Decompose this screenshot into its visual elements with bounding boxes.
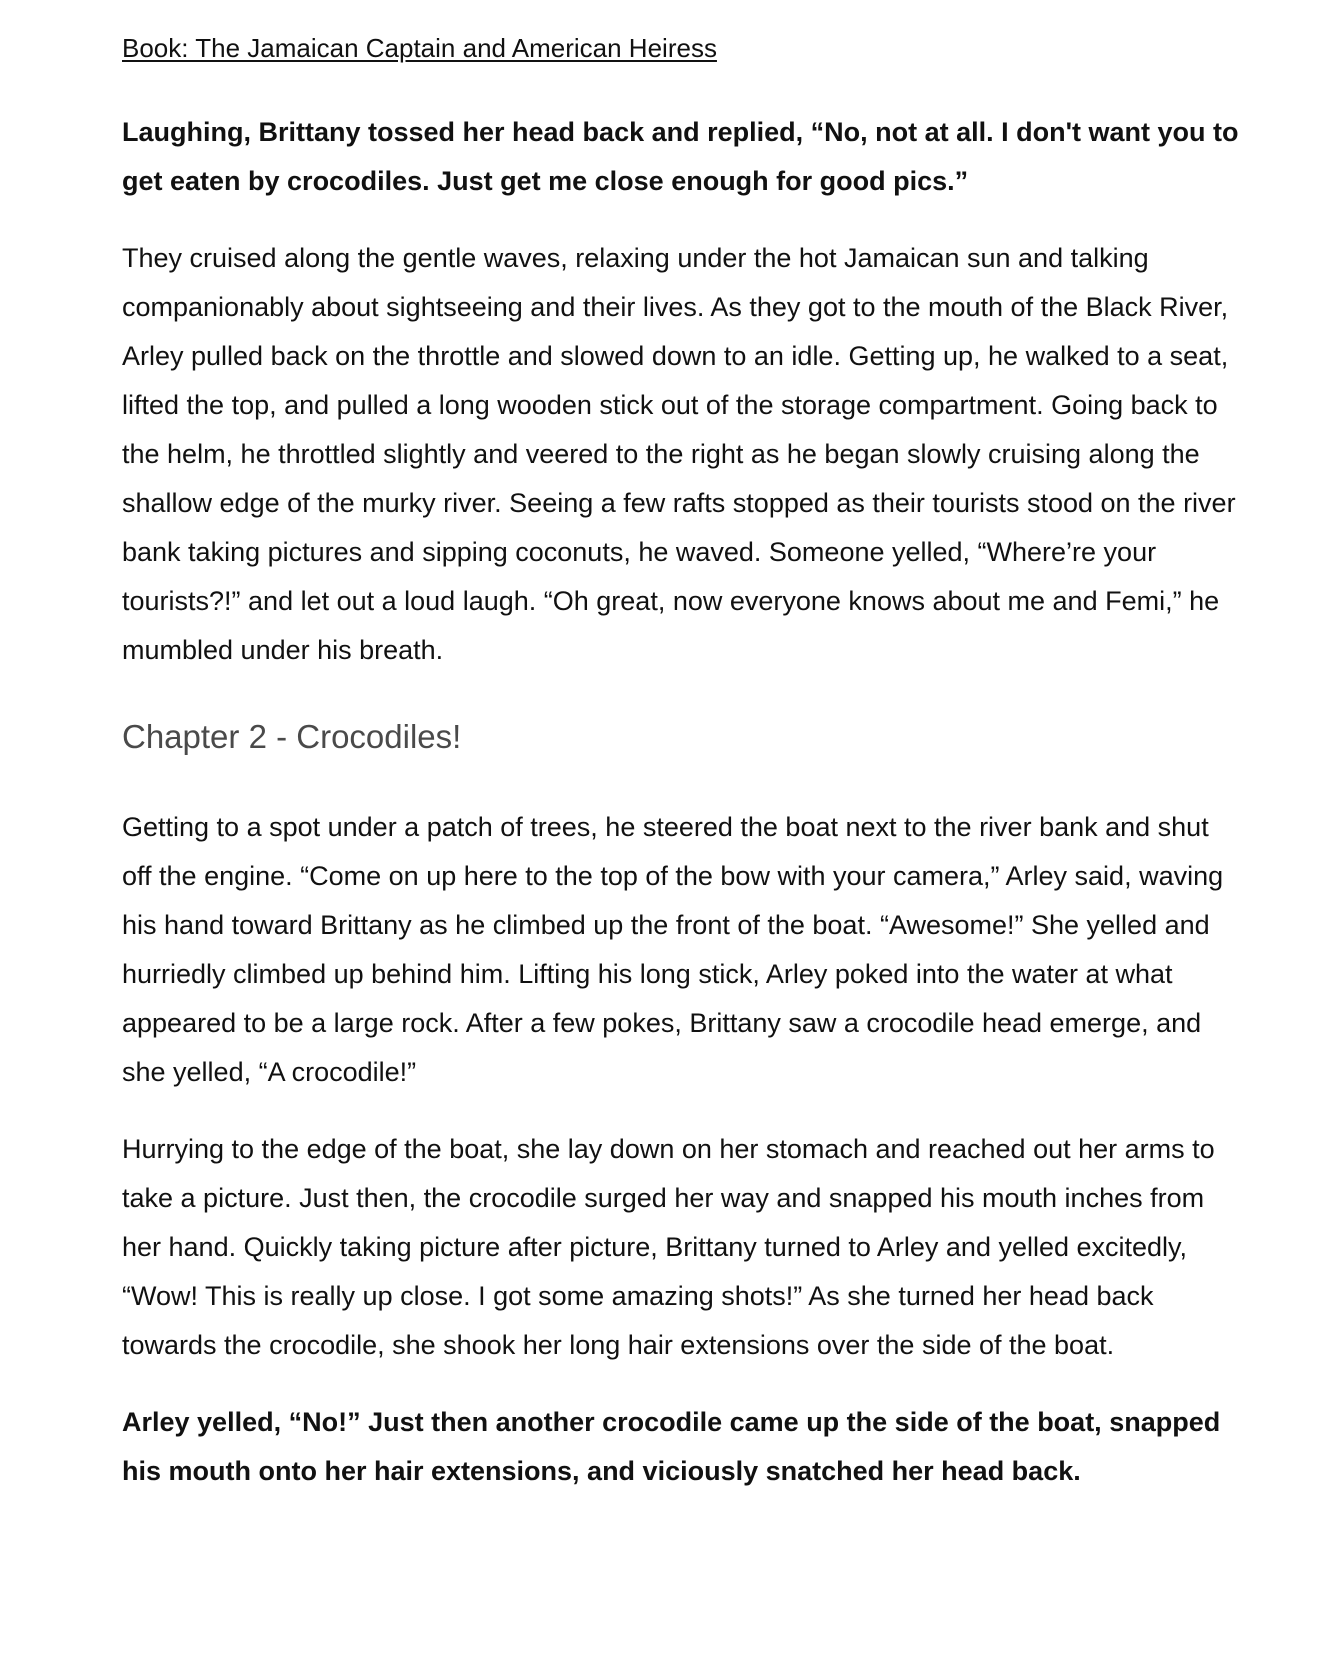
document-body xyxy=(122,28,1242,1524)
paragraph-cruising-black-river: They cruised along the gentle waves, relaxing under the hot Jamaican sun and talking companionably about sightseeing and their lives. As they got to the mouth of the Black River, Arley pulled back on the throttle and slowed down to an idle. Getting up, he walked to a seat, lifted the top, and pulled a long wooden stick out of the storage compartment. Going back to the helm, he throttled slightly and veered to the right as he began slowly cruising along the shallow edge of the murky river. Seeing a few rafts stopped as their tourists stood on the river bank taking pictures and sipping coconuts, he waved. Someone yelled, “Where’re your tourists?!” and let out a loud laugh. “Oh great, now everyone knows about me and Femi,” he mumbled under his breath. xyxy=(122,243,1236,665)
paragraph-crocodile-attack: Arley yelled, “No!” Just then another crocodile came up the side of the boat, snapped his mouth onto her hair extensions, and viciously snatched her head back. xyxy=(122,1407,1221,1486)
paragraph-laughing-reply: Laughing, Brittany tossed her head back and replied, “No, not at all. I don't want you to get eaten by crocodiles. Just get me close enough for good pics.” xyxy=(122,117,1239,196)
book-title: Book: The Jamaican Captain and American Heiress xyxy=(122,33,717,63)
paragraph-crocodile-emerges: Getting to a spot under a patch of trees, he steered the boat next to the river bank and shut off the engine. “Come on up here to the top of the bow with your camera,” Arley said, waving his hand toward Brittany as he climbed up the front of the boat. “Awesome!” She yelled and hurriedly climbed up behind him. Lifting his long stick, Arley poked into the water at what appeared to be a large rock. After a few pokes, Brittany saw a crocodile head emerge, and she yelled, “A crocodile!” xyxy=(122,812,1224,1087)
paragraph-taking-pictures: Hurrying to the edge of the boat, she lay down on her stomach and reached out her arms to take a picture. Just then, the crocodile surged her way and snapped his mouth inches from her hand. Quickly taking picture after picture, Brittany turned to Arley and yelled excitedly, “Wow! This is really up close. I got some amazing shots!” As she turned her head back towards the crocodile, she shook her long hair extensions over the side of the boat. xyxy=(122,1134,1215,1360)
chapter-heading: Chapter 2 - Crocodiles! xyxy=(122,718,462,755)
